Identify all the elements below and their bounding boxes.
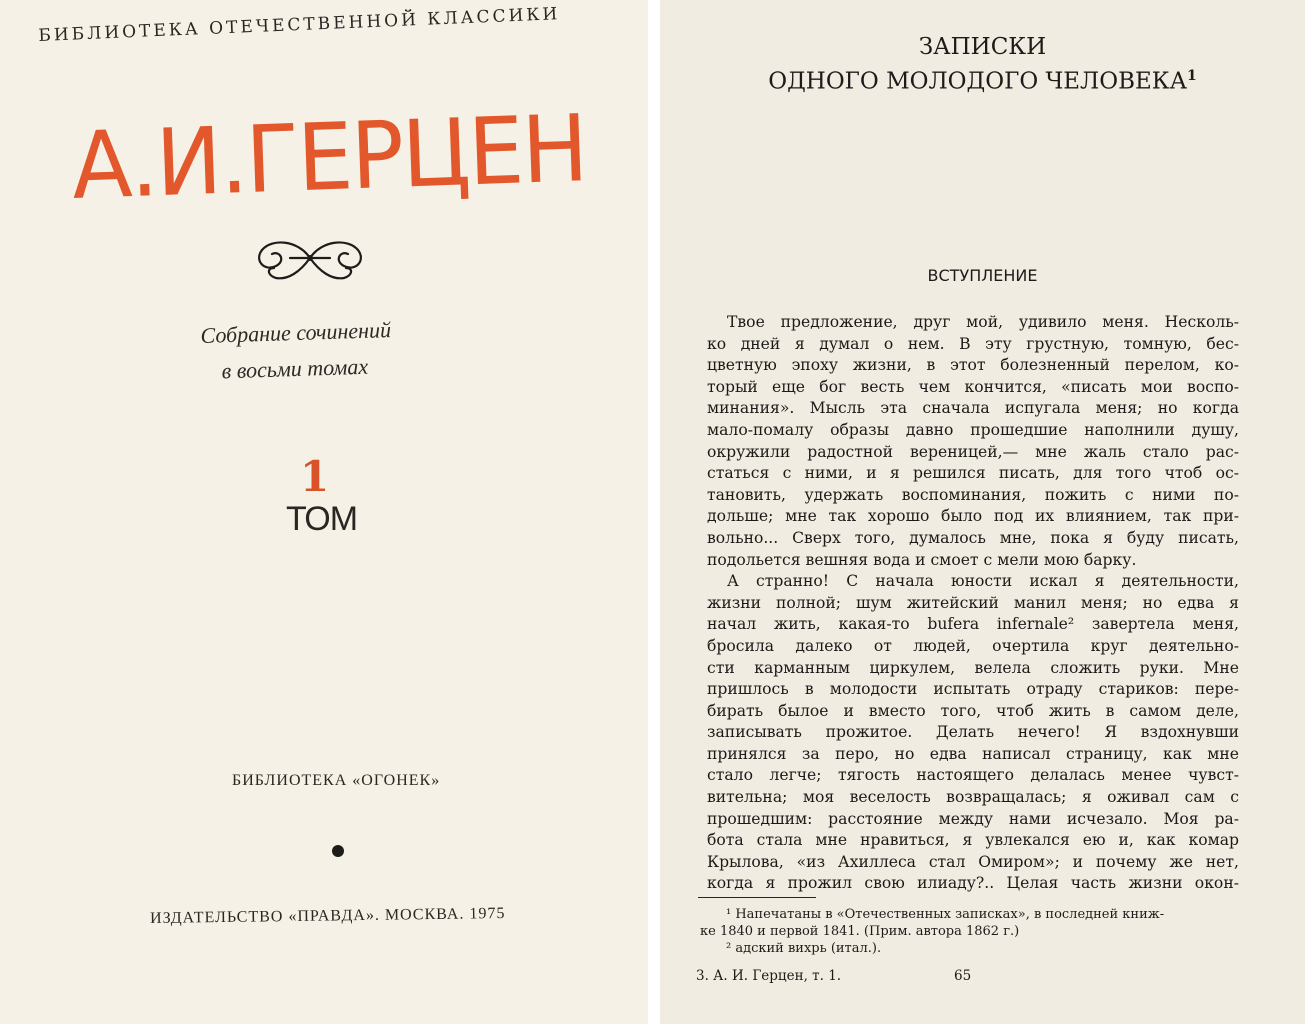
body-line: бирать былое и вместо того, чтоб жить в самом деле, bbox=[707, 701, 1239, 720]
footnote-1-line-1: ¹ Напечатаны в «Отечественных записках», в последней книж- bbox=[726, 907, 1165, 922]
body-line: дольше; мне так хорошо было под их влиянием, так при- bbox=[707, 507, 1239, 526]
footnote-divider bbox=[698, 897, 816, 898]
body-line: бросила далеко от людей, очертила круг деятельно- bbox=[707, 636, 1239, 655]
body-line: прошедшим: расстояние между нами исчезало. Моя ра- bbox=[707, 809, 1239, 828]
chapter-title-text: ОДНОГО МОЛОДОГО ЧЕЛОВЕКА bbox=[768, 68, 1188, 95]
body-line: Твое предложение, друг мой, удивило меня. Несколь- bbox=[727, 313, 1239, 331]
body-line: записывать прожитое. Делать нечего! Я вздохнувши bbox=[707, 723, 1239, 742]
body-line: тановить, удержать воспоминания, пожить с ними по- bbox=[707, 485, 1239, 504]
chapter-title-line-1: ЗАПИСКИ bbox=[918, 34, 1047, 60]
series-title: БИБЛИОТЕКА ОТЕЧЕСТВЕННОЙ КЛАССИКИ bbox=[38, 4, 561, 46]
body-line: торый еще бог весть чем кончится, «писать мои воспо- bbox=[707, 377, 1239, 396]
collection-caption bbox=[200, 310, 452, 390]
bullet-dot-icon bbox=[332, 845, 344, 857]
footnote-2: ² адский вихрь (итал.). bbox=[726, 941, 882, 956]
body-line: мало-помалу образы давно прошедшие наполнили душу, bbox=[707, 420, 1239, 439]
title-page bbox=[0, 0, 648, 1024]
author-name: А.И.ГЕРЦЕН bbox=[70, 94, 588, 221]
body-text bbox=[707, 312, 1239, 895]
collection-line-1: Собрание сочинений bbox=[200, 317, 392, 348]
body-line: А странно! С начала юности искал я деятельности, bbox=[727, 572, 1239, 591]
body-line: цветную эпоху жизни, в этот болезненный перелом, ко- bbox=[707, 356, 1239, 375]
body-line: вительна; моя веселость возвращалась; я оживал сам с bbox=[707, 788, 1239, 807]
footnotes bbox=[700, 906, 1240, 957]
chapter-title-line-2 bbox=[660, 68, 1305, 95]
body-line: когда я прожил свою илиаду?.. Целая часть жизни окон- bbox=[707, 874, 1239, 893]
body-line: стало легче; тягость настоящего делалась менее чувст- bbox=[707, 766, 1239, 785]
body-line: пришлось в молодости испытать отраду стариков: пере- bbox=[707, 680, 1239, 699]
body-line: статься с ними, и я решился писать, для того чтоб ос- bbox=[707, 464, 1239, 483]
page-number: 65 bbox=[954, 968, 972, 984]
body-line: минания». Мысль эта сначала испугала меня; но когда bbox=[707, 399, 1239, 418]
body-line: окружили радостной вереницей,— мне жаль стало рас- bbox=[707, 442, 1239, 461]
section-heading: ВСТУПЛЕНИЕ bbox=[927, 266, 1038, 285]
title-footnote-mark: 1 bbox=[1187, 68, 1197, 84]
flourish-ornament-icon bbox=[250, 228, 370, 288]
body-line: начал жить, какая-то bufera infernale² завертела меня, bbox=[707, 615, 1239, 634]
body-line: бота стала мне нравиться, я увлекался ею и, как комар bbox=[707, 831, 1239, 850]
volume-number: 1 bbox=[300, 452, 330, 501]
body-line: подольется вешняя вода и смоет с мели мою барку. bbox=[707, 550, 1137, 569]
publisher-series: БИБЛИОТЕКА «ОГОНЕК» bbox=[232, 772, 441, 789]
body-line: вольно... Сверх того, думалось мне, пока я буду писать, bbox=[707, 528, 1239, 547]
body-line: принялся за перо, но едва написал страницу, как мне bbox=[707, 744, 1239, 763]
body-line: ко дней я думал о нем. В эту грустную, томную, бес- bbox=[707, 334, 1239, 353]
text-page bbox=[660, 0, 1305, 1024]
volume-word: ТОМ bbox=[286, 500, 358, 538]
footnote-1-line-2: ке 1840 и первой 1841. (Прим. автора 1862 г.) bbox=[700, 924, 1020, 939]
collection-line-2: в восьми томах bbox=[221, 353, 369, 384]
signature-mark: 3. А. И. Герцен, т. 1. bbox=[696, 968, 842, 984]
body-line: сти карманным циркулем, велела сложить руки. Мне bbox=[707, 658, 1239, 677]
publisher-imprint: ИЗДАТЕЛЬСТВО «ПРАВДА». МОСКВА. 1975 bbox=[150, 905, 506, 927]
body-line: Крылова, «из Ахиллеса стал Омиром»; и почему же нет, bbox=[707, 852, 1239, 871]
body-line: жизни полной; шум житейский манил меня; но едва я bbox=[707, 593, 1239, 612]
